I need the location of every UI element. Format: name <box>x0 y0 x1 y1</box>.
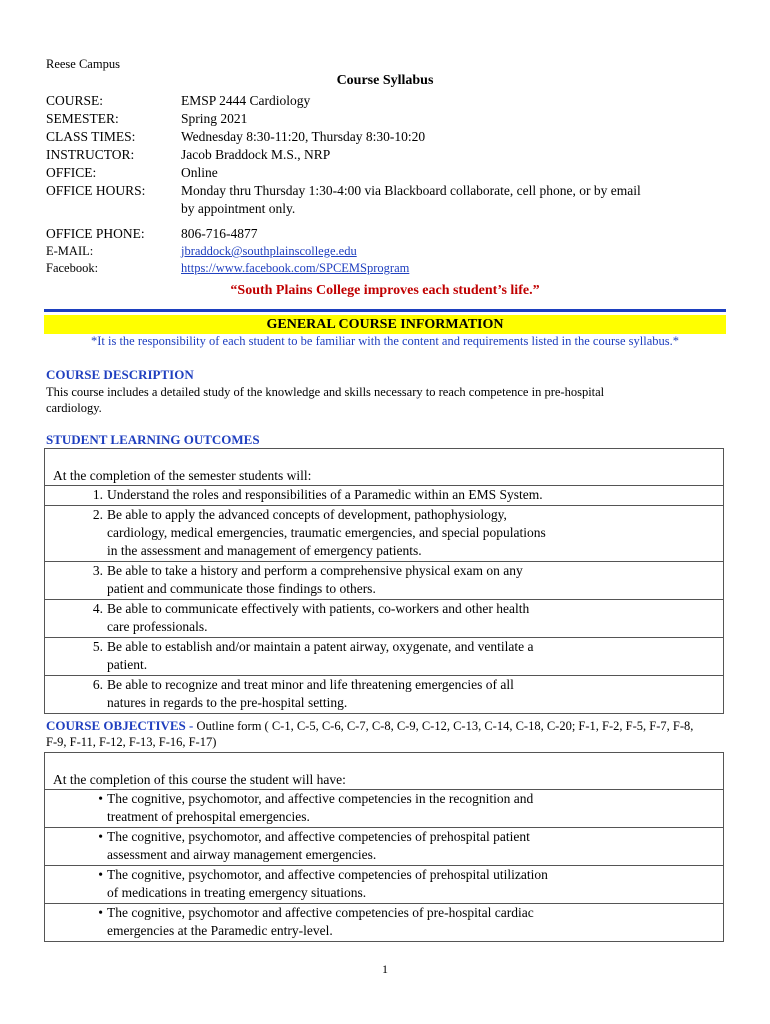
info-row-office <box>46 164 726 182</box>
description-heading: COURSE DESCRIPTION <box>46 367 194 382</box>
info-label: COURSE: <box>46 93 104 108</box>
objectives-header-block <box>46 718 736 750</box>
info-row-facebook <box>46 260 726 277</box>
general-info-heading: GENERAL COURSE INFORMATION <box>44 315 726 334</box>
outcomes-heading: STUDENT LEARNING OUTCOMES <box>46 432 260 447</box>
description-line: cardiology. <box>46 401 102 415</box>
outcome-text: Be able to recognize and treat minor and life threatening emergencies of all natures in regards to the pre-hospital setting. <box>107 677 514 710</box>
outcome-text: Be able to take a history and perform a comprehensive physical exam on any patient and communicate those findings to others. <box>107 563 523 596</box>
outcome-number: 6. <box>92 677 103 692</box>
bullet-icon: • <box>98 867 103 882</box>
info-row-class-times <box>46 128 726 146</box>
info-row-office-phone <box>46 225 726 243</box>
objective-row <box>45 903 723 941</box>
info-value: Online <box>181 165 218 180</box>
info-value: Spring 2021 <box>181 111 248 126</box>
office-hours-line2: by appointment only. <box>181 201 296 216</box>
document-title: Course Syllabus <box>336 73 434 88</box>
objective-text: The cognitive, psychomotor, and affective competencies of prehospital patient assessment and airway management emergencies. <box>107 829 530 862</box>
outcome-row <box>45 561 723 599</box>
outcome-number: 1. <box>92 487 103 502</box>
outcome-number: 5. <box>92 639 103 654</box>
outcome-row <box>45 637 723 675</box>
objective-text: The cognitive, psychomotor, and affective competencies of prehospital utilization of medications in treating emergency situations. <box>107 867 548 900</box>
outcomes-intro: At the completion of the semester students will: <box>53 468 312 483</box>
info-value: Jacob Braddock M.S., NRP <box>181 147 331 162</box>
outcome-row <box>45 599 723 637</box>
objectives-heading: COURSE OBJECTIVES - <box>46 718 194 733</box>
objective-row <box>45 827 723 865</box>
college-motto: “South Plains College improves each student’s life.” <box>230 283 540 298</box>
course-info-block <box>46 92 726 277</box>
info-value: 806-716-4877 <box>181 226 258 241</box>
objectives-intro: At the completion of this course the student will have: <box>53 772 346 787</box>
office-hours-line1: Monday thru Thursday 1:30-4:00 via Blackboard collaborate, cell phone, or by email <box>181 183 641 198</box>
outcome-number: 3. <box>92 563 103 578</box>
info-label: OFFICE PHONE: <box>46 226 145 241</box>
facebook-link[interactable]: https://www.facebook.com/SPCEMSprogram <box>181 261 410 275</box>
outcome-text: Be able to communicate effectively with patients, co-workers and other health care professionals. <box>107 601 530 634</box>
objective-text: The cognitive, psychomotor and affective competencies of pre-hospital cardiac emergencies at the Paramedic entry-level. <box>107 905 534 938</box>
info-label: OFFICE: <box>46 165 97 180</box>
info-value: Wednesday 8:30-11:20, Thursday 8:30-10:20 <box>181 129 426 144</box>
objective-row <box>45 865 723 903</box>
outcome-row <box>45 485 723 505</box>
info-value: EMSP 2444 Cardiology <box>181 93 311 108</box>
description-text <box>46 384 726 416</box>
info-row-instructor <box>46 146 726 164</box>
info-label: INSTRUCTOR: <box>46 147 135 162</box>
divider-rule <box>44 309 726 312</box>
info-label: Facebook: <box>46 261 99 275</box>
outcome-row <box>45 675 723 713</box>
objectives-outline-cont: F-9, F-11, F-12, F-13, F-16, F-17) <box>46 735 217 749</box>
info-label: CLASS TIMES: <box>46 129 136 144</box>
outcome-text: Be able to establish and/or maintain a patent airway, oxygenate, and ventilate a patient. <box>107 639 534 672</box>
email-link[interactable]: jbraddock@southplainscollege.edu <box>181 244 357 258</box>
outcomes-table <box>44 448 724 714</box>
info-label: OFFICE HOURS: <box>46 183 146 198</box>
outcome-row <box>45 505 723 561</box>
outcome-text: Be able to apply the advanced concepts of development, pathophysiology, cardiology, medical emergencies, traumatic emergencies, and special populations in the assessment and management of emergency patients. <box>107 507 546 558</box>
objective-row <box>45 789 723 827</box>
outcome-number: 2. <box>92 507 103 522</box>
page-number: 1 <box>382 962 388 976</box>
campus-name: Reese Campus <box>46 57 120 71</box>
objectives-outline: Outline form ( C-1, C-5, C-6, C-7, C-8, C-9, C-12, C-13, C-14, C-18, C-20; F-1, F-2, F-5, F-7, F-8, <box>193 719 694 733</box>
info-label: E-MAIL: <box>46 244 94 258</box>
responsibility-note: *It is the responsibility of each student to be familiar with the content and requirements listed in the course syllabus.* <box>90 334 680 348</box>
info-row-semester <box>46 110 726 128</box>
outcome-number: 4. <box>92 601 103 616</box>
info-label: SEMESTER: <box>46 111 119 126</box>
info-value <box>181 182 726 218</box>
info-row-office-hours <box>46 182 726 218</box>
bullet-icon: • <box>98 829 103 844</box>
info-row-course <box>46 92 726 110</box>
description-line: This course includes a detailed study of the knowledge and skills necessary to reach competence in pre-hospital <box>46 385 605 399</box>
bullet-icon: • <box>98 791 103 806</box>
info-row-email <box>46 243 726 260</box>
outcome-text: Understand the roles and responsibilities of a Paramedic within an EMS System. <box>107 487 543 502</box>
objective-text: The cognitive, psychomotor, and affective competencies in the recognition and treatment of prehospital emergencies. <box>107 791 534 824</box>
objectives-table <box>44 752 724 942</box>
bullet-icon: • <box>98 905 103 920</box>
